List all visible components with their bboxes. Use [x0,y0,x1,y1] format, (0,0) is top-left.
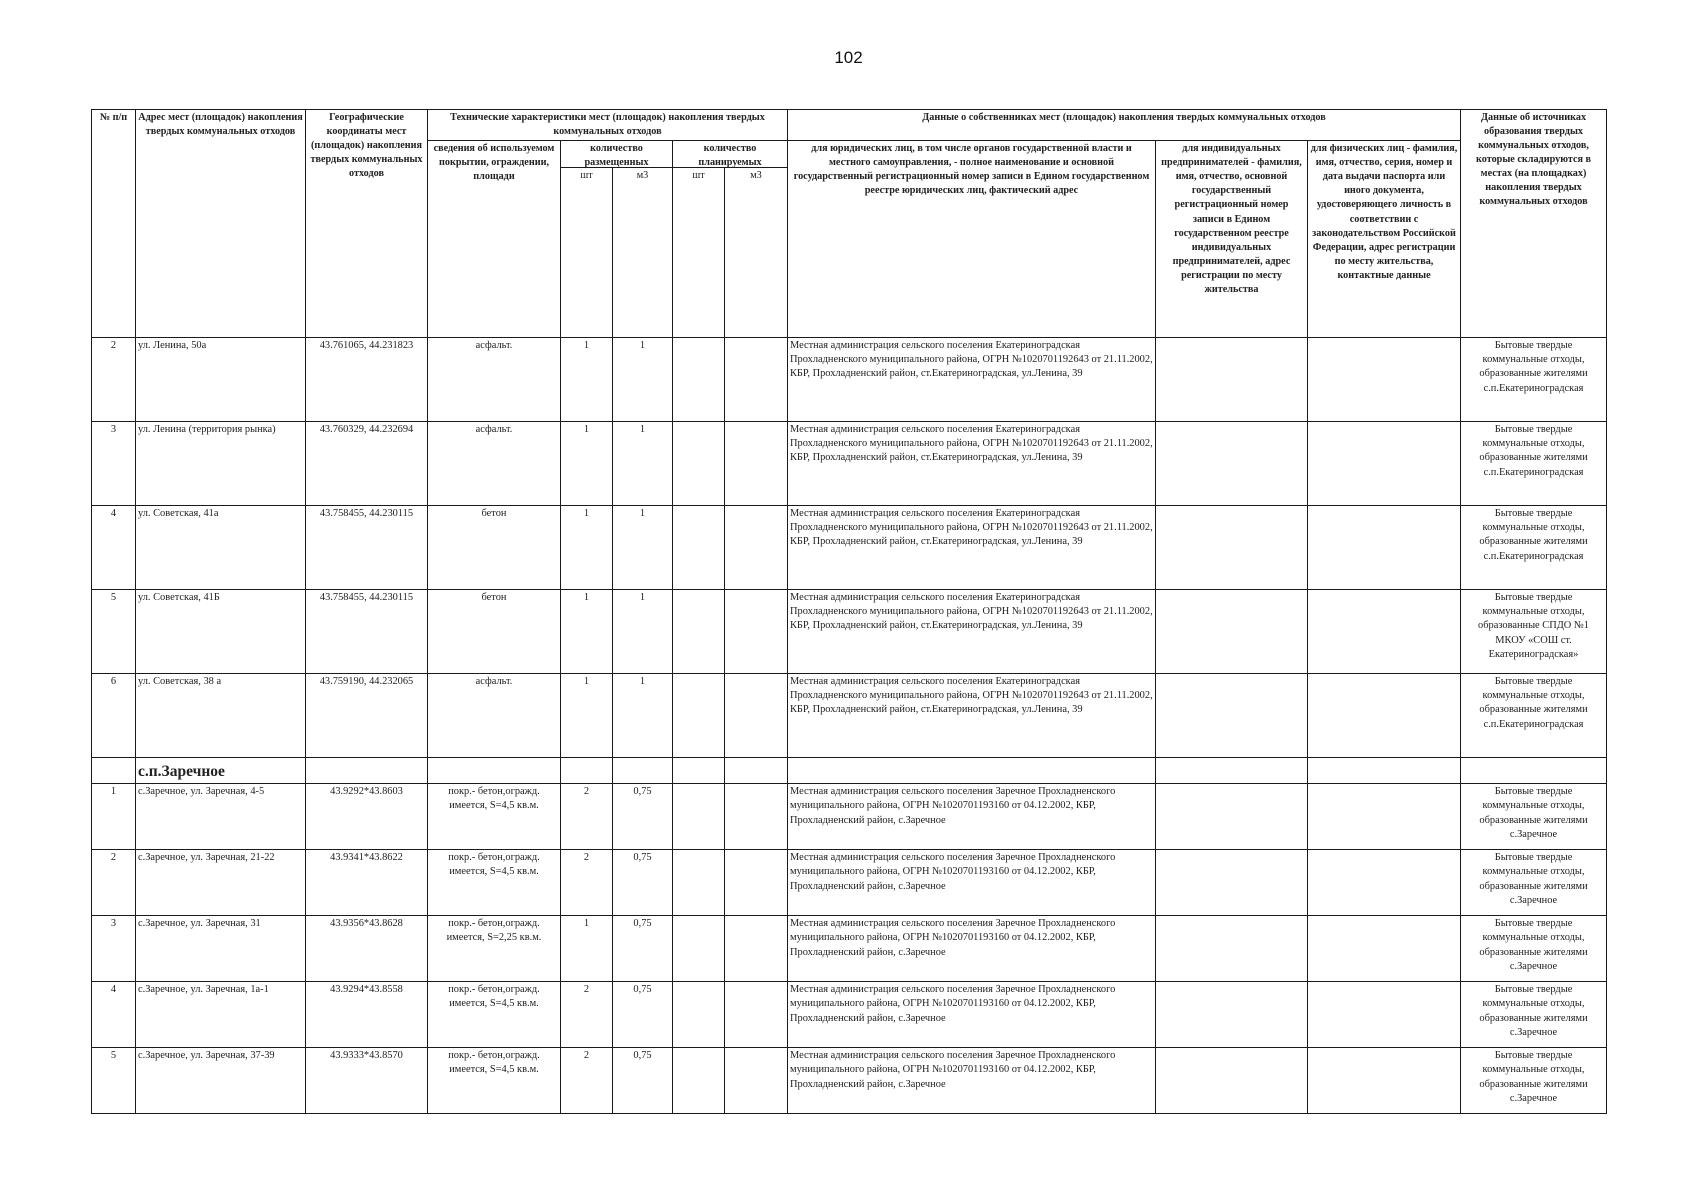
cell-planned-sht [673,850,725,916]
cell-owner-ip [1156,1048,1308,1114]
section-empty [428,758,561,784]
cell-planned-sht [673,982,725,1048]
section-empty [306,758,428,784]
cell-m3: 1 [613,674,673,758]
cell-sht: 1 [561,916,613,982]
cell-cover: асфальт. [428,422,561,506]
cell-owner-phys [1308,338,1461,422]
cell-sht: 1 [561,338,613,422]
cell-source: Бытовые твердые коммунальные отходы, образованные СПДО №1 МКОУ «СОШ ст. Екатериноградская» [1461,590,1607,674]
cell-owner-legal: Местная администрация сельского поселения Екатериноградская Прохладненского муниципального района, ОГРН №1020701192643 от 21.11.2002, КБР, Прохладненский район, ст.Екатериноградская, ул.Ленина, 39 [788,506,1156,590]
cell-owner-phys [1308,422,1461,506]
section-empty [1308,758,1461,784]
cell-num: 2 [92,850,136,916]
cell-address: ул. Ленина, 50а [136,338,306,422]
cell-m3: 0,75 [613,1048,673,1114]
cell-planned-m3 [725,590,788,674]
header-count-planned [673,141,788,168]
cell-owner-ip [1156,850,1308,916]
table-row [92,590,1607,674]
cell-planned-sht [673,506,725,590]
cell-address: с.Заречное, ул. Заречная, 21-22 [136,850,306,916]
table-row [92,982,1607,1048]
cell-address: с.Заречное, ул. Заречная, 1а-1 [136,982,306,1048]
cell-cover: асфальт. [428,338,561,422]
table-row [92,674,1607,758]
cell-owner-legal: Местная администрация сельского поселения Екатериноградская Прохладненского муниципального района, ОГРН №1020701192643 от 21.11.2002, КБР, Прохладненский район, ст.Екатериноградская, ул.Ленина, 39 [788,422,1156,506]
cell-num: 6 [92,674,136,758]
cell-owner-legal: Местная администрация сельского поселения Екатериноградская Прохладненского муниципального района, ОГРН №1020701192643 от 21.11.2002, КБР, Прохладненский район, ст.Екатериноградская, ул.Ленина, 39 [788,590,1156,674]
section-empty [725,758,788,784]
cell-owner-legal: Местная администрация сельского поселения Заречное Прохладненского муниципального района, ОГРН №1020701193160 от 04.12.2002, КБР, Прохладненский район, с.Заречное [788,982,1156,1048]
cell-m3: 1 [613,422,673,506]
table-row [92,784,1607,850]
header-num: № п/п [92,110,136,338]
cell-owner-phys [1308,1048,1461,1114]
cell-sht: 2 [561,982,613,1048]
cell-coords: 43.758455, 44.230115 [306,590,428,674]
cell-m3: 1 [613,338,673,422]
cell-coords: 43.761065, 44.231823 [306,338,428,422]
cell-sht: 1 [561,590,613,674]
cell-planned-m3 [725,982,788,1048]
cell-planned-sht [673,916,725,982]
cell-cover: покр.- бетон,огражд. имеется, S=4,5 кв.м. [428,982,561,1048]
cell-owner-legal: Местная администрация сельского поселения Екатериноградская Прохладненского муниципального района, ОГРН №1020701192643 от 21.11.2002, КБР, Прохладненский район, ст.Екатериноградская, ул.Ленина, 39 [788,338,1156,422]
section-empty [1461,758,1607,784]
cell-planned-sht [673,338,725,422]
cell-owner-phys [1308,982,1461,1048]
table-row [92,422,1607,506]
cell-source: Бытовые твердые коммунальные отходы, образованные жителями с.Заречное [1461,784,1607,850]
cell-num: 1 [92,784,136,850]
cell-num: 4 [92,506,136,590]
cell-coords: 43.9333*43.8570 [306,1048,428,1114]
cell-owner-ip [1156,674,1308,758]
cell-cover: бетон [428,590,561,674]
section-title: с.п.Заречное [136,758,306,784]
cell-owner-phys [1308,506,1461,590]
cell-coords: 43.9292*43.8603 [306,784,428,850]
cell-source: Бытовые твердые коммунальные отходы, образованные жителями с.Заречное [1461,982,1607,1048]
cell-sht: 2 [561,850,613,916]
cell-num: 2 [92,338,136,422]
section-empty [613,758,673,784]
cell-planned-sht [673,1048,725,1114]
cell-owner-phys [1308,590,1461,674]
cell-owner-phys [1308,674,1461,758]
header-tech-cover: сведения об используемом покрытии, ограждении, площади [428,141,561,338]
cell-owner-ip [1156,590,1308,674]
cell-planned-m3 [725,674,788,758]
header-owner-legal: для юридических лиц, в том числе органов государственной власти и местного самоуправления, - полное наименование и основной государственный регистрационный номер записи в Едином государственном реестре юридических лиц, фактический адрес [788,141,1156,338]
cell-address: ул. Ленина (территория рынка) [136,422,306,506]
cell-planned-m3 [725,506,788,590]
table-body [92,338,1607,1114]
cell-owner-phys [1308,784,1461,850]
cell-owner-ip [1156,916,1308,982]
cell-source: Бытовые твердые коммунальные отходы, образованные жителями с.Заречное [1461,850,1607,916]
table-row [92,1048,1607,1114]
header-count-placed-text: количество размещенных [584,143,649,169]
header-address: Адрес мест (площадок) накопления твердых коммунальных отходов [136,110,306,338]
cell-cover: покр.- бетон,огражд. имеется, S=4,5 кв.м. [428,1048,561,1114]
cell-source: Бытовые твердые коммунальные отходы, образованные жителями с.Заречное [1461,916,1607,982]
table-row [92,916,1607,982]
header-unit-m3: м3 [613,168,673,338]
cell-planned-m3 [725,1048,788,1114]
header-owners: Данные о собственниках мест (площадок) накопления твердых коммунальных отходов [788,110,1461,141]
cell-address: ул. Советская, 38 а [136,674,306,758]
cell-owner-phys [1308,916,1461,982]
cell-owner-ip [1156,784,1308,850]
cell-source: Бытовые твердые коммунальные отходы, образованные жителями с.п.Екатериноградская [1461,338,1607,422]
cell-cover: асфальт. [428,674,561,758]
cell-source: Бытовые твердые коммунальные отходы, образованные жителями с.п.Екатериноградская [1461,422,1607,506]
cell-cover: бетон [428,506,561,590]
cell-m3: 0,75 [613,850,673,916]
cell-planned-m3 [725,422,788,506]
cell-source: Бытовые твердые коммунальные отходы, образованные жителями с.Заречное [1461,1048,1607,1114]
cell-owner-phys [1308,850,1461,916]
cell-owner-ip [1156,982,1308,1048]
cell-owner-legal: Местная администрация сельского поселения Заречное Прохладненского муниципального района, ОГРН №1020701193160 от 04.12.2002, КБР, Прохладненский район, с.Заречное [788,784,1156,850]
header-count-planned-text: количество планируемых [698,143,762,169]
header-unit-m3-2: м3 [725,168,788,338]
cell-coords: 43.760329, 44.232694 [306,422,428,506]
cell-num: 5 [92,590,136,674]
cell-planned-sht [673,422,725,506]
waste-sites-table [91,109,1607,1114]
cell-owner-legal: Местная администрация сельского поселения Заречное Прохладненского муниципального района, ОГРН №1020701193160 от 04.12.2002, КБР, Прохладненский район, с.Заречное [788,850,1156,916]
cell-m3: 1 [613,506,673,590]
cell-source: Бытовые твердые коммунальные отходы, образованные жителями с.п.Екатериноградская [1461,506,1607,590]
cell-coords: 43.9341*43.8622 [306,850,428,916]
cell-m3: 0,75 [613,784,673,850]
cell-coords: 43.9294*43.8558 [306,982,428,1048]
cell-planned-m3 [725,784,788,850]
section-empty [788,758,1156,784]
cell-coords: 43.759190, 44.232065 [306,674,428,758]
cell-owner-ip [1156,338,1308,422]
cell-planned-sht [673,674,725,758]
cell-owner-legal: Местная администрация сельского поселения Екатериноградская Прохладненского муниципального района, ОГРН №1020701192643 от 21.11.2002, КБР, Прохладненский район, ст.Екатериноградская, ул.Ленина, 39 [788,674,1156,758]
cell-coords: 43.9356*43.8628 [306,916,428,982]
cell-planned-m3 [725,338,788,422]
cell-num: 5 [92,1048,136,1114]
cell-owner-ip [1156,422,1308,506]
table-header [92,110,1607,338]
cell-cover: покр.- бетон,огражд. имеется, S=4,5 кв.м. [428,850,561,916]
cell-m3: 1 [613,590,673,674]
section-row [92,758,1607,784]
table-row [92,850,1607,916]
header-sources: Данные об источниках образования твердых коммунальных отходов, которые складируются в местах (на площадках) накопления твердых коммунальных отходов [1461,110,1607,338]
header-count-placed [561,141,673,168]
cell-planned-sht [673,590,725,674]
cell-sht: 1 [561,674,613,758]
section-empty-num [92,758,136,784]
section-empty [673,758,725,784]
cell-address: ул. Советская, 41а [136,506,306,590]
cell-sht: 1 [561,506,613,590]
header-tech: Технические характеристики мест (площадок) накопления твердых коммунальных отходов [428,110,788,141]
cell-num: 4 [92,982,136,1048]
cell-address: с.Заречное, ул. Заречная, 4-5 [136,784,306,850]
cell-num: 3 [92,422,136,506]
header-owner-ip: для индивидуальных предпринимателей - фамилия, имя, отчество, основной государственный регистрационный номер записи в Едином государственном реестре индивидуальных предпринимателей, адрес регистрации по месту жительства [1156,141,1308,338]
cell-sht: 2 [561,1048,613,1114]
cell-planned-m3 [725,916,788,982]
header-unit-sht: шт [561,168,613,338]
cell-owner-legal: Местная администрация сельского поселения Заречное Прохладненского муниципального района, ОГРН №1020701193160 от 04.12.2002, КБР, Прохладненский район, с.Заречное [788,916,1156,982]
cell-owner-legal: Местная администрация сельского поселения Заречное Прохладненского муниципального района, ОГРН №1020701193160 от 04.12.2002, КБР, Прохладненский район, с.Заречное [788,1048,1156,1114]
header-unit-sht-2: шт [673,168,725,338]
cell-address: ул. Советская, 41Б [136,590,306,674]
cell-address: с.Заречное, ул. Заречная, 37-39 [136,1048,306,1114]
cell-m3: 0,75 [613,982,673,1048]
table-row [92,338,1607,422]
cell-m3: 0,75 [613,916,673,982]
header-owner-phys: для физических лиц - фамилия, имя, отчество, серия, номер и дата выдачи паспорта или иного документа, удостоверяющего личность в соответствии с законодательством Российской Федерации, адрес регистрации по месту жительства, контактные данные [1308,141,1461,338]
cell-planned-sht [673,784,725,850]
table-row [92,506,1607,590]
header-coords: Географические координаты мест (площадок) накопления твердых коммунальных отходов [306,110,428,338]
section-empty [561,758,613,784]
cell-cover: покр.- бетон,огражд. имеется, S=2,25 кв.м. [428,916,561,982]
cell-planned-m3 [725,850,788,916]
cell-coords: 43.758455, 44.230115 [306,506,428,590]
cell-sht: 1 [561,422,613,506]
section-empty [1156,758,1308,784]
cell-owner-ip [1156,506,1308,590]
cell-cover: покр.- бетон,огражд. имеется, S=4,5 кв.м. [428,784,561,850]
page-number: 102 [834,48,863,67]
cell-sht: 2 [561,784,613,850]
cell-num: 3 [92,916,136,982]
cell-address: с.Заречное, ул. Заречная, 31 [136,916,306,982]
cell-source: Бытовые твердые коммунальные отходы, образованные жителями с.п.Екатериноградская [1461,674,1607,758]
